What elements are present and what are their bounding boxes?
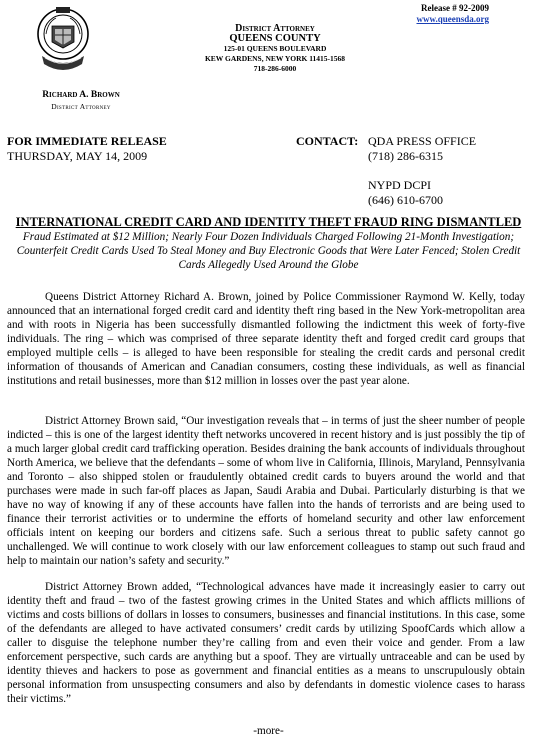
address-line-1: 125-01 QUEENS BOULEVARD xyxy=(223,44,327,53)
contact-org-1: QDA PRESS OFFICE xyxy=(368,134,477,148)
contact-phone-2: (646) 610-6700 xyxy=(368,193,443,207)
address-line-2: KEW GARDENS, NEW YORK 11415-1568 xyxy=(204,54,346,63)
office-header xyxy=(170,24,380,74)
release-number: Release # 92-2009 xyxy=(421,3,489,13)
contact-phone-1: (718) 286-6315 xyxy=(368,149,443,163)
contact-block xyxy=(368,134,476,208)
paragraph: District Attorney Brown added, “Technological advances have made it increasingly easier to carry out identity theft and fraud – two of the fastest growing crimes in the United States and which afflicts millions of victims and costs billions of dollars in losses to consumers, businesses and financial institutions. In this case, some of the defendants are alleged to have activated consumers’ credit cards by utilizing SpoofCards which allow a caller to disguise the telephone number they’re calling from and even their voice and gender. From a law enforcement perspective, such cards are anything but a spoof. They are virtually untraceable and can be used by identity thieves and hackers to pose as government and financial entities as a means to unscrupulously obtain personal information from unsuspecting consumers and also by defendants in domestic violence cases to harass their victims.” xyxy=(7,581,525,705)
subheadline: Fraud Estimated at $12 Million; Nearly Four Dozen Individuals Charged Following 21-Month Investigation; Counterfeit Credit Cards Used To Steal Money and Buy Electronic Goods that Were Later Fenced; Stolen Credit Cards Allegedly Used Around the Globe xyxy=(16,231,521,271)
contact-org-2: NYPD DCPI xyxy=(368,178,432,192)
county-name: QUEENS COUNTY xyxy=(229,33,321,44)
contact-label: CONTACT: xyxy=(296,134,359,148)
office-title: District Attorney xyxy=(235,23,315,34)
paragraph: Queens District Attorney Richard A. Brown, joined by Police Commissioner Raymond W. Kelly, today announced that an international forged credit card and identity theft ring based in the New York-metropolitan area and with roots in Nigeria has been successfully dismantled following the indictment this week of forty-five individuals. The ring – which was comprised of three separate identity theft and forged credit card groups that employed multiple cells – is alleged to have been responsible for stealing the credit cards and personal credit information of thousands of American and Canadian consumers, costing these individuals, as well as financial institutions and retail businesses, more than $12 million in losses over the past year alone. xyxy=(7,291,525,387)
county-seal-icon xyxy=(36,4,90,76)
release-date: THURSDAY, MAY 14, 2009 xyxy=(7,149,148,163)
da-title: District Attorney xyxy=(51,102,111,111)
website-link[interactable]: www.queensda.org xyxy=(416,14,489,24)
da-name: Richard A. Brown xyxy=(42,90,120,100)
more-indicator: -more- xyxy=(253,725,284,737)
release-info xyxy=(7,134,167,164)
paragraph: District Attorney Brown said, “Our investigation reveals that – in terms of just the sheer number of people indicted – this is one of the largest identity theft networks uncovered in recent history and is just possibly the tip of a much larger global credit card trafficking operation. Besides draining the bank accounts of individuals throughout North America, we believe that the defendants – some of whom live in California, Illinois, Maryland, Pennsylvania and Toronto – also shipped stolen or fraudulently obtained credit cards to buyers around the world and that purchases were made in such far-off places as Japan, Saudi Arabia and Dubai. Particularly disturbing is that we have no way of knowing if any of these accounts have fallen into the hands of terrorists and are being used to finance their terrorist activities or to undermine the efforts of homeland security and other law enforcement officials intent on keeping our borders and citizens safe. Such a serious threat to public safety cannot go unchallenged. We will continue to work closely with our law enforcement colleagues to stamp out such fraud and help to maintain our nation’s safety and security.” xyxy=(7,415,525,567)
headline: INTERNATIONAL CREDIT CARD AND IDENTITY THEFT FRAUD RING DISMANTLED xyxy=(15,215,522,229)
office-phone: 718-286-6000 xyxy=(253,64,297,73)
release-label: FOR IMMEDIATE RELEASE xyxy=(7,134,167,148)
